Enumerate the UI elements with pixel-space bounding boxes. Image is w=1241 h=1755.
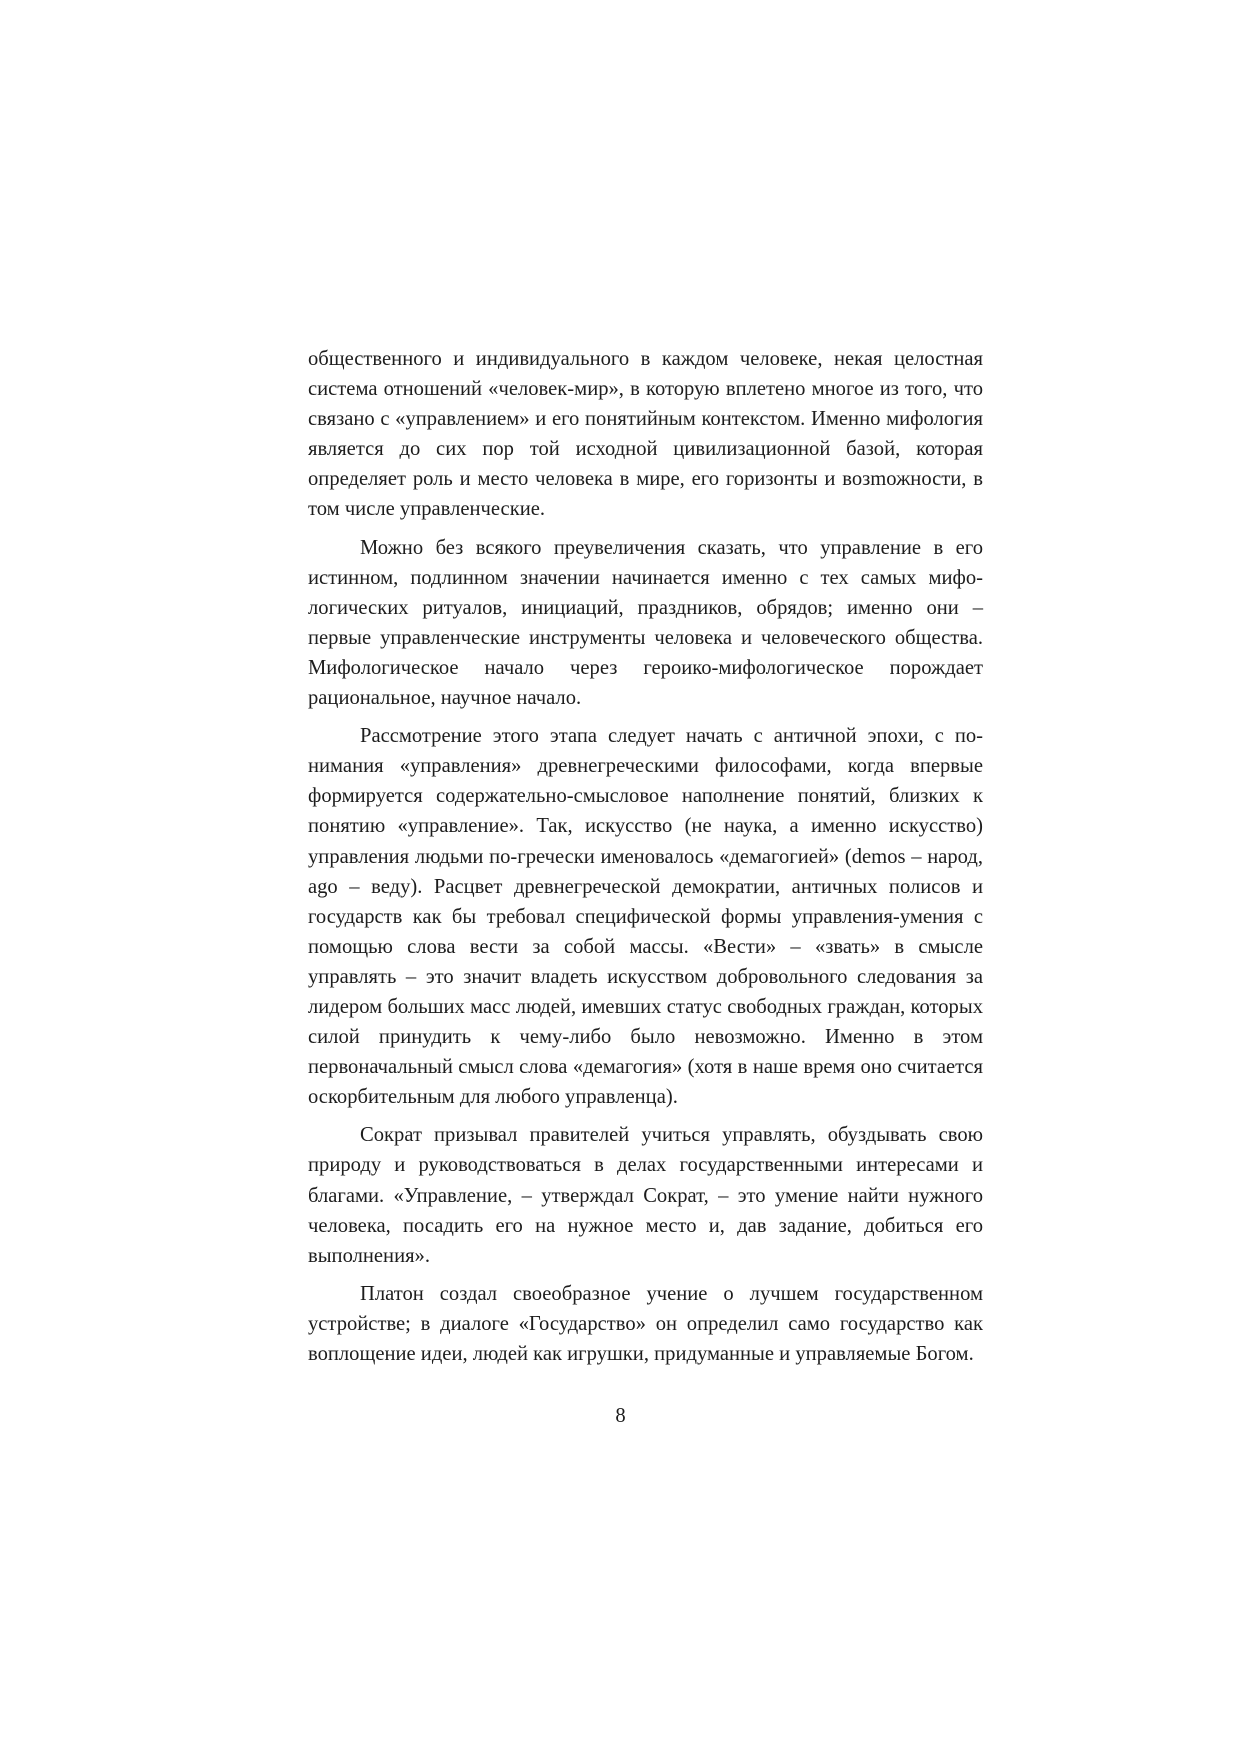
paragraph-3: Рассмотрение этого этапа следует начать с античной эпохи, с понимания «управления» древнегреческими философами, когда впервые формируется содержательно-смысловое наполнение понятий, близких к понятию «управление». Так, искусство (не наука, а именно искусство) управления людьми по-гречески именовалось «демагогией» (demos – народ, ago – веду). Расцвет древнегреческой демократии, античных полисов и государств как бы требовал специфической формы управления-умения с помощью слова вести за собой массы. «Вести» – «звать» в смысле управлять – это значит владеть искусством добровольного следования за лидером больших масс людей, имевших статус свободных граждан, которых силой принудить к чему-либо было невозможно. Именно в этом первоначальный смысл слова «демагогия» (хотя в наше время оно считается оскорбительным для любого управленца). bbox=[308, 725, 983, 1109]
paragraph-2: Можно без всякого преувеличения сказать, что управление в его истинном, подлинном значении начинается именно с тех самых мифологических ритуалов, инициаций, праздников, обрядов; именно они – первые управленческие инструменты человека и человеческого общества. Мифологическое начало через героико-мифологическое порождает рациональное, научное начало. bbox=[308, 536, 983, 710]
page-number: 8 bbox=[615, 1405, 626, 1427]
paragraph-5: Платон создал своеобразное учение о лучшем государственном устройстве; в диалоге «Государство» он определил само государство как воплощение идеи, людей как игрушки, придуманные и управляемые Богом. bbox=[308, 1282, 983, 1365]
paragraph-4: Сократ призывал правителей учиться управлять, обуздывать свою природу и руководствоваться в делах государственными интересами и благами. «Управление, – утверждал Сократ, – это умение найти нужного человека, посадить его на нужное место и, дав задание, добиться его выполнения». bbox=[308, 1124, 983, 1267]
paragraph-1: общественного и индивидуального в каждом человеке, некая целостная система отношений «человек-мир», в которую вплетено многое из того, что связано с «управлением» и его понятийным контекстом. Именно мифология является до сих пор той исходной цивилизационной базой, которая определяет роль и место человека в мире, его горизонты и возmожности, в том числе управленческие. bbox=[308, 348, 983, 521]
body-text bbox=[308, 344, 983, 1377]
